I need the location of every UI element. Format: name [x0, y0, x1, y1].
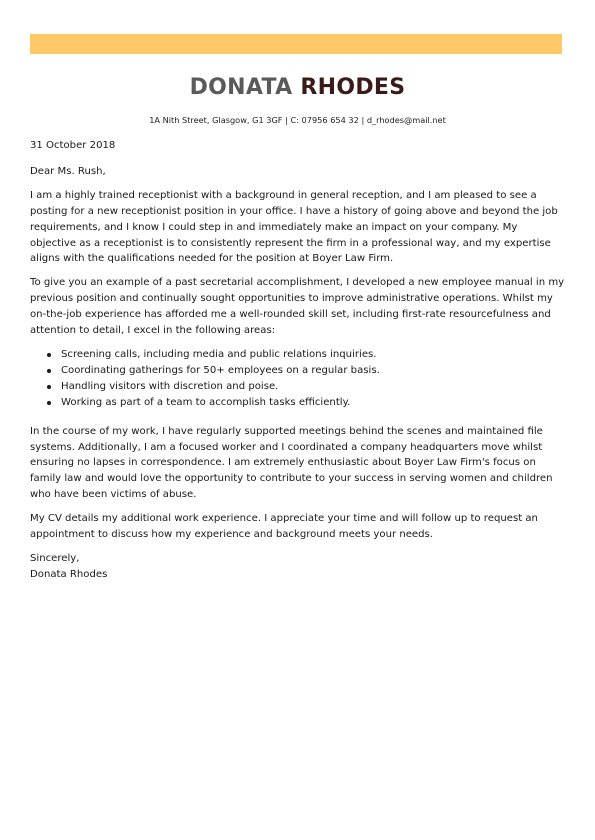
bullet-icon — [47, 353, 51, 357]
bullet-icon — [47, 385, 51, 389]
list-item — [30, 363, 565, 379]
closing: Sincerely, — [30, 552, 80, 564]
accent-bar — [30, 34, 562, 54]
candidate-name — [0, 74, 595, 102]
skills-list — [30, 347, 565, 411]
paragraph-4: My CV details my additional work experience. I appreciate your time and will follow up to request an appointment to discuss how my experience and background meets your needs. — [30, 513, 538, 541]
bullet-icon — [47, 401, 51, 405]
paragraph-1: I am a highly trained receptionist with a background in general reception, and I am pleased to see a posting for a new receptionist position in your office. I have a history of going above and beyond the job requirements, and I know I could step in and immediately make an impact on your company. My objective as a receptionist is to consistently represent the firm in a professional way, and my expertise aligns with the qualifications needed for the position at Boyer Law Firm. — [30, 189, 558, 265]
bullet-icon — [47, 369, 51, 373]
list-item-text: Working as part of a team to accomplish tasks efficiently. — [61, 396, 351, 408]
closing-block — [30, 551, 565, 583]
list-item — [30, 395, 565, 411]
first-name: DONATA — [189, 75, 293, 100]
list-item-text: Coordinating gatherings for 50+ employees on a regular basis. — [61, 364, 380, 376]
letter-body — [30, 138, 565, 583]
paragraph-3: In the course of my work, I have regularly supported meetings behind the scenes and maintained file systems. Additionally, I am a focused worker and I coordinated a company headquarters move whilst ensuring no lapses in correspondence. I am extremely enthusiastic about Boyer Law Firm's focus on family law and would love the opportunity to contribute to your success in serving women and children who have been victims of abuse. — [30, 425, 553, 501]
letter-date: 31 October 2018 — [30, 140, 116, 151]
salutation: Dear Ms. Rush, — [30, 165, 106, 177]
last-name: RHODES — [300, 75, 406, 100]
contact-line: 1A Nith Street, Glasgow, G1 3GF | C: 07956 654 32 | d_rhodes@mail.net — [149, 115, 446, 125]
list-item — [30, 347, 565, 363]
list-item — [30, 379, 565, 395]
list-item-text: Handling visitors with discretion and poise. — [61, 380, 279, 392]
signature-name: Donata Rhodes — [30, 568, 108, 580]
list-item-text: Screening calls, including media and public relations inquiries. — [61, 348, 377, 360]
paragraph-2: To give you an example of a past secretarial accomplishment, I developed a new employee manual in my previous position and continually sought opportunities to improve administrative operations. Whilst my on-the-job experience has afforded me a well-rounded skill set, including first-rate resourcefulness and attention to detail, I excel in the following areas: — [30, 277, 565, 337]
